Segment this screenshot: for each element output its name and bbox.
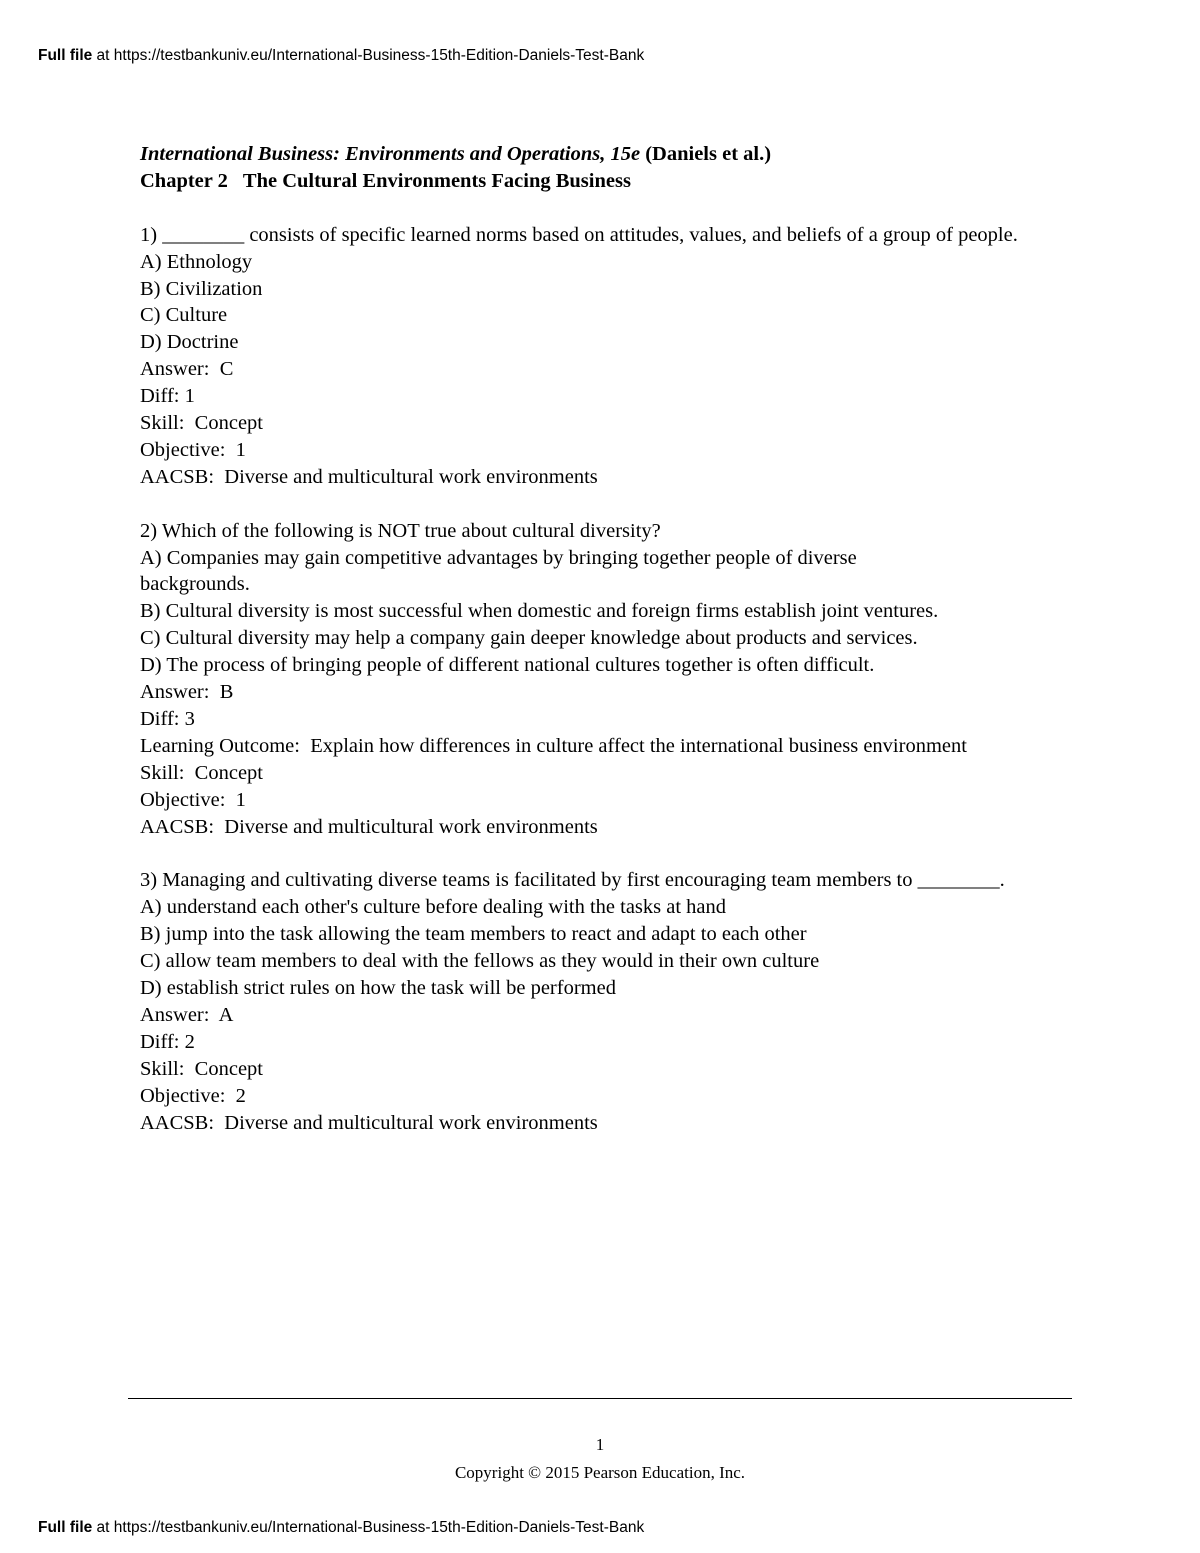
- answer-option: B) jump into the task allowing the team members to react and adapt to each other: [140, 923, 807, 946]
- answer-option: A) Ethnology: [140, 250, 253, 273]
- banner-lead: Full file: [38, 47, 93, 64]
- answer-key: Answer: A: [140, 1003, 234, 1026]
- objective: Objective: 1: [140, 438, 246, 461]
- answer-option: D) The process of bringing people of different national cultures together is often difficult.: [140, 654, 875, 677]
- question-2: [140, 518, 1080, 841]
- answer-option: D) Doctrine: [140, 331, 239, 354]
- skill: Skill: Concept: [140, 761, 263, 784]
- question-stem: 3) Managing and cultivating diverse teams is facilitated by first encouraging team members to ________.: [140, 869, 1005, 892]
- chapter-title: Chapter 2 The Cultural Environments Facing Business: [140, 169, 631, 192]
- skill: Skill: Concept: [140, 1057, 263, 1080]
- answer-option: C) allow team members to deal with the fellows as they would in their own culture: [140, 950, 820, 973]
- question-1: [140, 222, 1080, 491]
- banner-url: at https://testbankuniv.eu/International-Business-15th-Edition-Daniels-Test-Bank: [92, 1519, 645, 1536]
- question-3: [140, 867, 1080, 1136]
- objective: Objective: 2: [140, 1084, 246, 1107]
- question-stem: 2) Which of the following is NOT true about cultural diversity?: [140, 519, 661, 542]
- page-number: 1: [595, 1435, 605, 1454]
- answer-option: B) Cultural diversity is most successful when domestic and foreign firms establish joint ventures.: [140, 600, 939, 623]
- source-banner-bottom: [38, 1518, 644, 1538]
- answer-option: C) Culture: [140, 304, 228, 327]
- book-title: International Business: Environments and Operations, 15e: [140, 143, 641, 165]
- answer-option: B) Civilization: [140, 277, 263, 300]
- objective: Objective: 1: [140, 788, 246, 811]
- question-stem: 1) ________ consists of specific learned norms based on attitudes, values, and beliefs of a group of people.: [140, 223, 1018, 246]
- book-title-line: [140, 141, 1080, 168]
- difficulty: Diff: 3: [140, 708, 195, 730]
- answer-option: A) Companies may gain competitive advantages by bringing together people of diverse backgrounds.: [140, 546, 857, 596]
- skill: Skill: Concept: [140, 412, 263, 435]
- copyright-notice: Copyright © 2015 Pearson Education, Inc.: [454, 1463, 746, 1482]
- banner-lead: Full file: [38, 1519, 93, 1536]
- footer-divider: [128, 1398, 1072, 1399]
- learning-outcome: Learning Outcome: Explain how differences in culture affect the international business environment: [140, 734, 967, 757]
- book-authors: (Daniels et al.): [640, 143, 772, 165]
- aacsb: AACSB: Diverse and multicultural work environments: [140, 1111, 598, 1134]
- document-body: [140, 141, 1080, 1136]
- aacsb: AACSB: Diverse and multicultural work environments: [140, 815, 598, 838]
- answer-key: Answer: C: [140, 358, 234, 381]
- answer-option: A) understand each other's culture before dealing with the tasks at hand: [140, 896, 727, 919]
- answer-option: C) Cultural diversity may help a company gain deeper knowledge about products and services.: [140, 627, 918, 650]
- aacsb: AACSB: Diverse and multicultural work environments: [140, 465, 598, 488]
- answer-option: D) establish strict rules on how the task will be performed: [140, 977, 616, 1000]
- source-banner-top: [38, 46, 644, 66]
- difficulty: Diff: 1: [140, 385, 195, 408]
- difficulty: Diff: 2: [140, 1030, 195, 1053]
- banner-url: at https://testbankuniv.eu/International-Business-15th-Edition-Daniels-Test-Bank: [92, 47, 645, 64]
- answer-key: Answer: B: [140, 681, 234, 704]
